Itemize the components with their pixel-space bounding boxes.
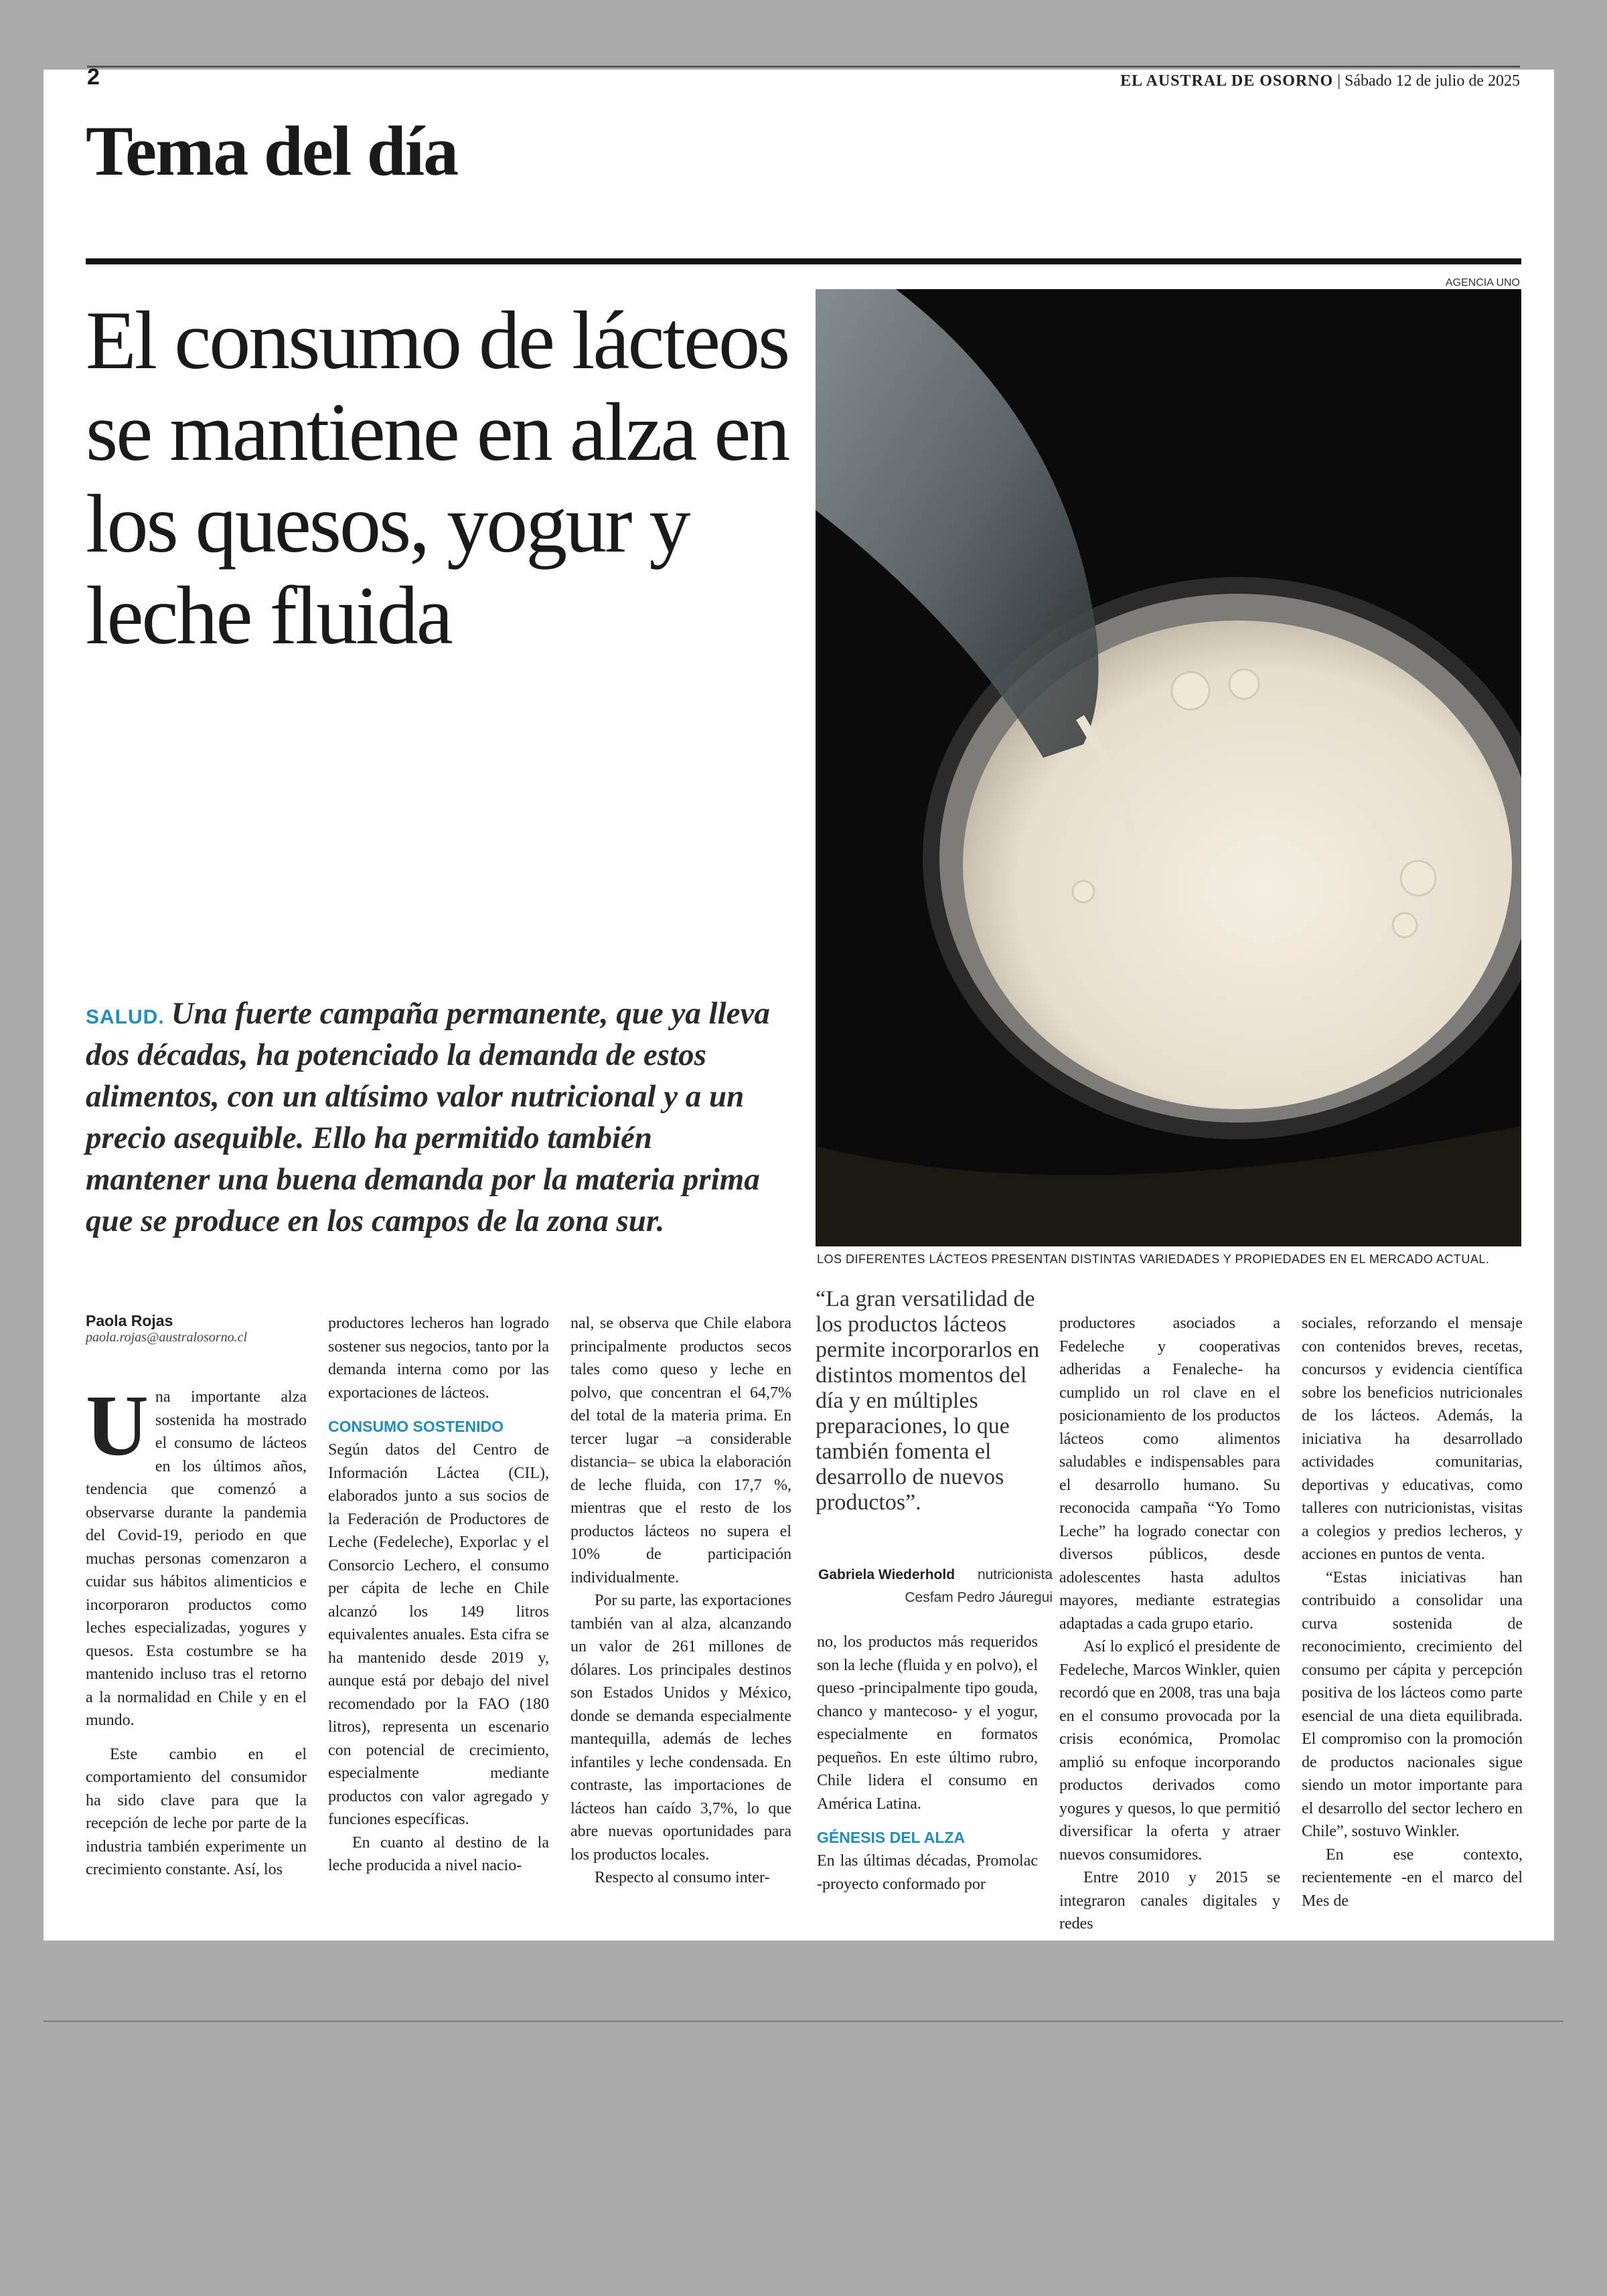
section-rule — [86, 258, 1521, 264]
body-paragraph: En cuanto al destino de la leche producida a nivel nacio- — [328, 1833, 549, 1874]
body-paragraph: no, los productos más requeridos son la leche (fluida y en polvo), el queso -principalmente tipo gouda, chanco y mantecoso- y el yogur, especialmente en formatos pequeños. En este último rubro, Chile lidera el consumo en América Latina. — [817, 1633, 1038, 1813]
deck — [86, 993, 782, 1242]
quote-author-role: nutricionista Cesfam Pedro Jáuregui — [905, 1567, 1053, 1605]
body-paragraph: En las últimas décadas, Promolac -proyecto conformado por — [817, 1852, 1038, 1893]
body-paragraph: Así lo explicó el presidente de Fedeleche, Marcos Winkler, quien recordó que en 2008, tras una baja en el consumo provocada por la crisis económica, Promolac amplió su enfoque incorporando productos derivados como yogures y quesos, lo que permitió diversificar la oferta y atraer nuevos consumidores. — [1059, 1638, 1280, 1864]
deck-kicker: SALUD. — [86, 1006, 165, 1028]
headline: El consumo de lácteos se mantiene en alza en los quesos, yogur y leche fluida — [86, 295, 789, 661]
column-3 — [570, 1312, 791, 1890]
body-paragraph: sociales, reforzando el mensaje con contenidos breves, recetas, concursos y evidencia científica sobre los beneficios nutricionales de los lácteos. Además, la iniciativa ha desarrollado actividades comunitarias, deportivas y educativas, como talleres con nutricionistas, visitas a colegios y predios lecheros, y acciones en puntos de venta. — [1302, 1315, 1523, 1563]
photo-credit: AGENCIA UNO — [1445, 277, 1520, 289]
issue-date: Sábado 12 de julio de 2025 — [1345, 72, 1520, 90]
body-paragraph: Respecto al consumo inter- — [595, 1869, 770, 1886]
column-4 — [817, 1631, 1038, 1896]
quote-author-name: Gabriela Wiederhold — [818, 1567, 955, 1582]
column-1 — [86, 1312, 307, 1882]
byline-name: Paola Rojas — [86, 1312, 173, 1329]
body-paragraph: Una importante alza sostenida ha mostrado el consumo de lácteos en los últimos años, tendencia que comenzó a observarse durante la pandemia del Covid-19, periodo en que muchas personas comenzaron a cuidar sus hábitos alimenticios e incorporaron productos como leches especializadas, yogures y quesos. Esta costumbre se ha mantenido incluso tras el retorno a la normalidad en Chile y en el mundo. — [86, 1378, 307, 1729]
bottom-border-line — [44, 2020, 1563, 2022]
page-number: 2 — [87, 64, 100, 90]
photo-caption: LOS DIFERENTES LÁCTEOS PRESENTAN DISTINTAS VARIEDADES Y PROPIEDADES EN EL MERCADO ACTUAL. — [817, 1252, 1490, 1266]
subheading-genesis: GÉNESIS DEL ALZA — [817, 1829, 966, 1846]
drop-cap: U — [86, 1378, 149, 1474]
masthead: EL AUSTRAL DE OSORNO | Sábado 12 de julio de 2025 — [1120, 72, 1520, 90]
byline-email[interactable]: paola.rojas@australosorno.cl — [86, 1330, 248, 1345]
milk-glass-photo — [816, 289, 1521, 1246]
paper-name: EL AUSTRAL DE OSORNO — [1120, 72, 1334, 90]
body-paragraph: Por su parte, las exportaciones también van al alza, alcanzando un valor de 261 millones de dólares. Los principales destinos son Estados Unidos y México, donde se demanda especialmente mantequilla, además de leches infantiles y leche condensada. En contraste, las importaciones de lácteos han caído 3,7%, lo que abre nuevas oportunidades para los productos locales. — [570, 1592, 791, 1864]
column-6 — [1302, 1312, 1523, 1912]
milk-glass-illustration — [816, 289, 1521, 1246]
body-paragraph: En ese contexto, recientemente -en el marco del Mes de — [1302, 1846, 1523, 1910]
top-border-line — [87, 66, 1520, 68]
body-paragraph: Este cambio en el comportamiento del consumidor ha sido clave para que la recepción de leche por parte de la industria también experimente un crecimiento constante. Así, los — [86, 1745, 307, 1878]
subheading-consumo: CONSUMO SOSTENIDO — [328, 1418, 504, 1435]
section-title: Tema del día — [86, 112, 458, 190]
column-5 — [1059, 1312, 1280, 1936]
pull-quote-author — [818, 1564, 1053, 1609]
body-paragraph: Entre 2010 y 2015 se integraron canales digitales y redes — [1059, 1869, 1280, 1933]
body-paragraph: productores asociados a Fedeleche y cooperativas adheridas a Fenaleche- ha cumplido un rol clave en el posicionamiento de los productos lácteos como alimentos saludables e indispensables para el desarrollo humano. Su reconocida campaña “Yo Tomo Leche” ha logrado conectar con diversos públicos, desde adolescentes hasta adultos mayores, mediante estrategias adaptadas a cada grupo etario. — [1059, 1315, 1280, 1633]
deck-text: Una fuerte campaña permanente, que ya lleva dos décadas, ha potenciado la demanda de estos alimentos, con un altísimo valor nutricional y a un precio asequible. Ello ha permitido también mantener una buena demanda por la materia prima que se produce en los campos de la zona sur. — [86, 996, 770, 1238]
body-paragraph: nal, se observa que Chile elabora principalmente productos secos tales como queso y leche en polvo, que concentran el 64,7% del total de la materia prima. En tercer lugar –a considerable distancia– se ubica la elaboración de leche fluida, con 17,7 %, mientras que el resto de los productos lácteos no supera el 10% de participación individualmente. — [570, 1315, 791, 1586]
column-2 — [328, 1312, 549, 1878]
body-paragraph: productores lecheros han logrado sostener sus negocios, tanto por la demanda interna como por las exportaciones de lácteos. — [328, 1315, 549, 1402]
pull-quote: “La gran versatilidad de los productos lácteos permite incorporarlos en distintos momentos del día y en múltiples preparaciones, lo que también fomenta el desarrollo de nuevos productos”. — [816, 1287, 1040, 1515]
body-paragraph: Según datos del Centro de Información Láctea (CIL), elaborados junto a sus socios de la Federación de Productores de Leche (Fedeleche), Exporlac y el Consorcio Lechero, el consumo per cápita de leche en Chile alcanzó los 149 litros equivalentes anuales. Esta cifra se ha mantenido desde 2019 y, aunque está por debajo del nivel recomendado por la FAO (180 litros), representa un escenario con potencial de crecimiento, especialmente mediante productos con valor agregado y funciones específicas. — [328, 1441, 549, 1828]
body-paragraph: “Estas iniciativas han contribuido a consolidar una curva sostenida de reconocimiento, crecimiento del consumo per cápita y percepción positiva de los lácteos como parte esencial de una dieta equilibrada. El compromiso con la promoción de productos nacionales sigue siendo un motor importante para el desarrollo del sector lechero en Chile”, sostuvo Winkler. — [1302, 1568, 1523, 1840]
